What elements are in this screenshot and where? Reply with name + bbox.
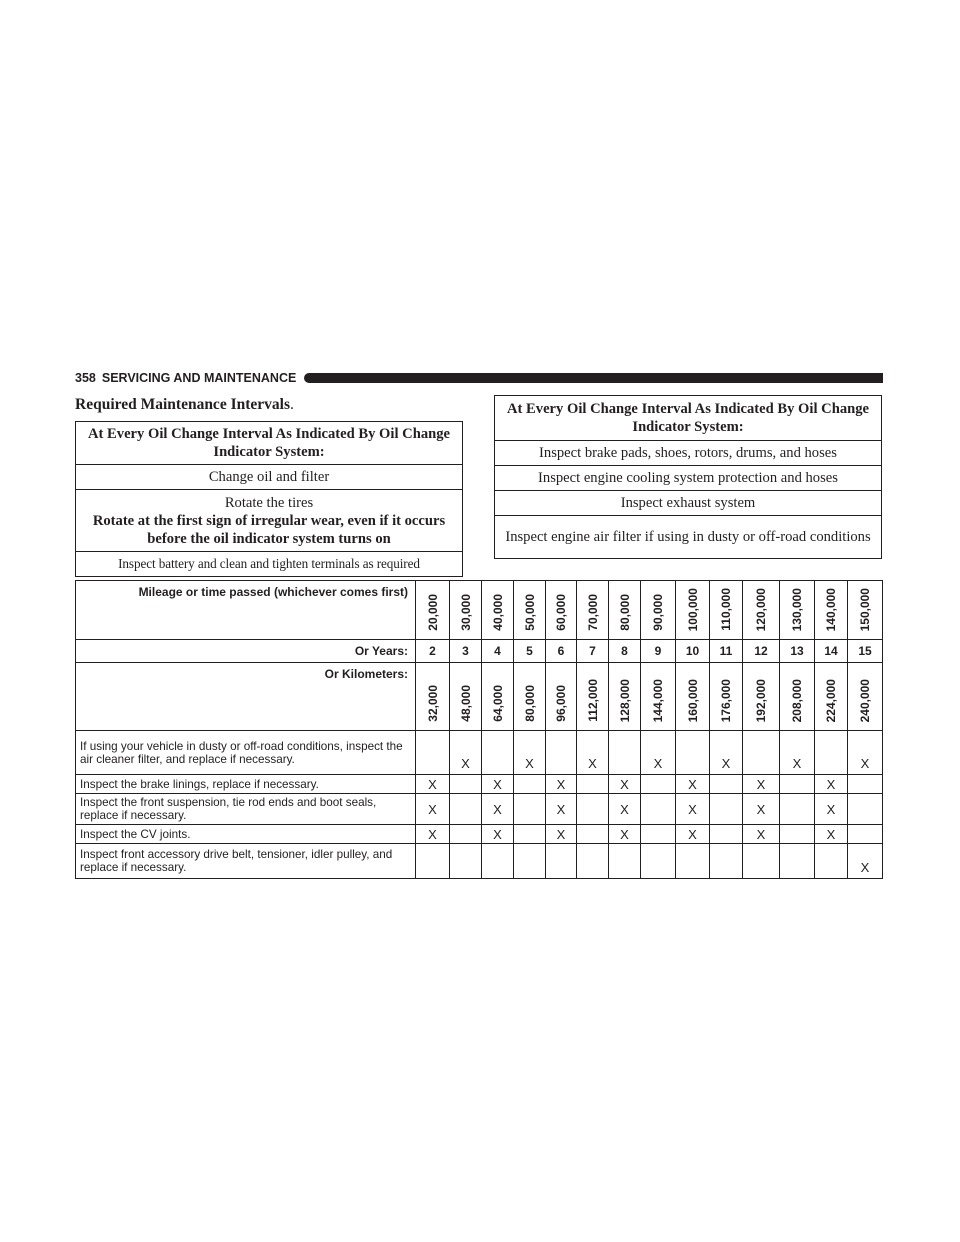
task-mark: X	[780, 731, 815, 775]
task-mark	[609, 731, 641, 775]
task-mark: X	[743, 775, 780, 794]
task-mark	[641, 844, 676, 879]
mileage-cell	[577, 581, 609, 640]
task-mark: X	[815, 794, 848, 825]
task-row	[76, 844, 883, 879]
task-description: If using your vehicle in dusty or off-road conditions, inspect the air cleaner filter, and replace if necessary.	[76, 731, 416, 775]
mileage-cell	[546, 581, 577, 640]
task-mark: X	[710, 731, 743, 775]
task-mark	[815, 844, 848, 879]
task-mark: X	[641, 731, 676, 775]
mileage-cell	[676, 581, 710, 640]
intro-heading	[75, 396, 294, 414]
task-mark: X	[743, 825, 780, 844]
task-mark	[710, 794, 743, 825]
task-mark	[609, 844, 641, 879]
kilometers-value: 208,000	[790, 678, 804, 722]
left-box-row-oil: Change oil and filter	[76, 465, 463, 490]
mileage-value: 60,000	[554, 594, 568, 631]
task-mark: X	[416, 775, 450, 794]
task-mark	[546, 731, 577, 775]
kilometers-cell	[780, 663, 815, 731]
years-label: Or Years:	[76, 640, 416, 663]
years-value: 4	[482, 640, 514, 663]
task-mark	[710, 844, 743, 879]
task-mark	[848, 825, 883, 844]
task-mark	[577, 775, 609, 794]
task-mark: X	[815, 825, 848, 844]
kilometers-cell	[577, 663, 609, 731]
task-mark	[514, 775, 546, 794]
left-box-heading: At Every Oil Change Interval As Indicated By Oil Change Indicator System:	[76, 422, 463, 465]
years-value: 11	[710, 640, 743, 663]
kilometers-value: 48,000	[458, 685, 473, 722]
left-box-row-tires	[76, 490, 463, 552]
kilometers-value: 160,000	[685, 678, 700, 722]
intro-suffix: .	[289, 396, 294, 413]
task-mark	[743, 731, 780, 775]
left-box-row-battery: Inspect battery and clean and tighten terminals as required	[76, 552, 463, 577]
kilometers-value: 144,000	[651, 678, 665, 722]
task-mark	[416, 844, 450, 879]
task-mark	[450, 844, 482, 879]
years-value: 8	[609, 640, 641, 663]
mileage-value: 40,000	[490, 594, 505, 631]
task-mark	[780, 775, 815, 794]
kilometers-row	[76, 663, 883, 731]
task-mark	[450, 825, 482, 844]
kilometers-value: 96,000	[554, 685, 568, 722]
years-value: 9	[641, 640, 676, 663]
kilometers-value: 80,000	[522, 685, 537, 722]
kilometers-cell	[546, 663, 577, 731]
kilometers-value: 112,000	[585, 679, 600, 722]
kilometers-cell	[514, 663, 546, 731]
mileage-label: Mileage or time passed (whichever comes first)	[76, 581, 416, 640]
kilometers-cell	[641, 663, 676, 731]
oil-change-box-left	[75, 421, 463, 577]
task-mark	[710, 775, 743, 794]
task-mark	[848, 775, 883, 794]
rotate-tires-text: Rotate the tires	[224, 494, 314, 511]
years-value: 10	[676, 640, 710, 663]
right-box-row-brakes: Inspect brake pads, shoes, rotors, drums, and hoses	[495, 441, 882, 466]
task-mark: X	[676, 775, 710, 794]
mileage-cell	[710, 581, 743, 640]
years-row	[76, 640, 883, 663]
page-header	[75, 368, 883, 388]
header-rule	[304, 373, 883, 383]
kilometers-value: 32,000	[425, 685, 440, 722]
mileage-cell	[514, 581, 546, 640]
task-mark	[577, 794, 609, 825]
task-mark	[514, 825, 546, 844]
kilometers-value: 224,000	[824, 678, 838, 722]
mileage-value: 140,000	[824, 587, 838, 631]
kilometers-value: 64,000	[490, 685, 505, 722]
section-title: SERVICING AND MAINTENANCE	[101, 371, 297, 385]
task-mark	[514, 844, 546, 879]
mileage-cell	[450, 581, 482, 640]
task-mark: X	[482, 775, 514, 794]
task-mark	[676, 731, 710, 775]
years-value: 5	[514, 640, 546, 663]
task-mark	[780, 844, 815, 879]
task-description: Inspect front accessory drive belt, tensioner, idler pulley, and replace if necessary.	[76, 844, 416, 879]
task-row	[76, 775, 883, 794]
task-mark	[780, 825, 815, 844]
kilometers-cell	[710, 663, 743, 731]
task-mark: X	[848, 731, 883, 775]
kilometers-cell	[848, 663, 883, 731]
task-description: Inspect the front suspension, tie rod ends and boot seals, replace if necessary.	[76, 794, 416, 825]
mileage-cell	[482, 581, 514, 640]
years-value: 12	[743, 640, 780, 663]
task-mark	[780, 794, 815, 825]
years-value: 15	[848, 640, 883, 663]
mileage-value: 70,000	[585, 594, 600, 631]
right-box-heading: At Every Oil Change Interval As Indicated By Oil Change Indicator System:	[495, 396, 882, 441]
mileage-value: 30,000	[458, 594, 473, 631]
task-mark: X	[514, 731, 546, 775]
kilometers-cell	[450, 663, 482, 731]
task-mark: X	[416, 825, 450, 844]
mileage-row	[76, 581, 883, 640]
task-mark	[710, 825, 743, 844]
right-box-row-air-filter: Inspect engine air filter if using in dusty or off-road conditions	[495, 516, 882, 559]
task-mark	[641, 775, 676, 794]
task-mark	[577, 844, 609, 879]
task-mark	[577, 825, 609, 844]
mileage-value: 100,000	[685, 587, 700, 631]
task-mark: X	[482, 825, 514, 844]
page-number: 358	[75, 371, 96, 385]
mileage-cell	[609, 581, 641, 640]
task-mark	[450, 794, 482, 825]
intro-title: Required Maintenance Intervals	[75, 396, 290, 413]
task-mark	[848, 794, 883, 825]
task-mark: X	[546, 794, 577, 825]
maintenance-schedule-table	[75, 580, 883, 879]
task-mark	[416, 731, 450, 775]
mileage-cell	[780, 581, 815, 640]
kilometers-value: 192,000	[754, 678, 768, 722]
task-mark	[450, 775, 482, 794]
task-mark: X	[482, 794, 514, 825]
mileage-cell	[743, 581, 780, 640]
task-mark: X	[609, 775, 641, 794]
task-row	[76, 731, 883, 775]
task-mark	[743, 844, 780, 879]
task-mark: X	[577, 731, 609, 775]
task-mark	[676, 844, 710, 879]
kilometers-cell	[815, 663, 848, 731]
mileage-cell	[848, 581, 883, 640]
years-value: 6	[546, 640, 577, 663]
years-value: 2	[416, 640, 450, 663]
kilometers-label: Or Kilometers:	[76, 663, 416, 731]
task-mark	[641, 794, 676, 825]
task-mark: X	[609, 825, 641, 844]
years-value: 3	[450, 640, 482, 663]
mileage-value: 20,000	[425, 594, 440, 631]
mileage-value: 80,000	[617, 594, 632, 631]
task-row	[76, 825, 883, 844]
mileage-value: 110,000	[719, 588, 733, 631]
years-value: 14	[815, 640, 848, 663]
kilometers-value: 176,000	[719, 678, 733, 722]
task-mark: X	[848, 844, 883, 879]
task-mark: X	[546, 825, 577, 844]
task-mark: X	[416, 794, 450, 825]
rotate-tires-note: Rotate at the first sign of irregular wear, even if it occurs before the oil indicator system turns on	[92, 512, 446, 547]
kilometers-cell	[676, 663, 710, 731]
task-mark: X	[609, 794, 641, 825]
right-box-row-cooling: Inspect engine cooling system protection and hoses	[495, 466, 882, 491]
kilometers-value: 128,000	[617, 678, 632, 722]
mileage-value: 50,000	[522, 594, 537, 631]
oil-change-box-right	[494, 395, 882, 559]
task-mark	[641, 825, 676, 844]
task-mark	[482, 731, 514, 775]
task-description: Inspect the brake linings, replace if necessary.	[76, 775, 416, 794]
task-mark: X	[676, 825, 710, 844]
mileage-cell	[416, 581, 450, 640]
task-mark: X	[743, 794, 780, 825]
mileage-value: 130,000	[790, 587, 804, 631]
task-mark	[815, 731, 848, 775]
task-mark: X	[450, 731, 482, 775]
task-mark: X	[815, 775, 848, 794]
right-box-row-exhaust: Inspect exhaust system	[495, 491, 882, 516]
mileage-value: 150,000	[858, 587, 872, 631]
kilometers-cell	[416, 663, 450, 731]
task-mark	[482, 844, 514, 879]
task-description: Inspect the CV joints.	[76, 825, 416, 844]
mileage-value: 90,000	[651, 594, 665, 631]
mileage-value: 120,000	[754, 587, 768, 631]
mileage-cell	[815, 581, 848, 640]
task-mark	[514, 794, 546, 825]
kilometers-cell	[482, 663, 514, 731]
kilometers-cell	[609, 663, 641, 731]
years-value: 13	[780, 640, 815, 663]
task-mark	[546, 844, 577, 879]
task-mark: X	[676, 794, 710, 825]
years-value: 7	[577, 640, 609, 663]
task-mark: X	[546, 775, 577, 794]
task-row	[76, 794, 883, 825]
mileage-cell	[641, 581, 676, 640]
kilometers-value: 240,000	[858, 678, 872, 722]
kilometers-cell	[743, 663, 780, 731]
